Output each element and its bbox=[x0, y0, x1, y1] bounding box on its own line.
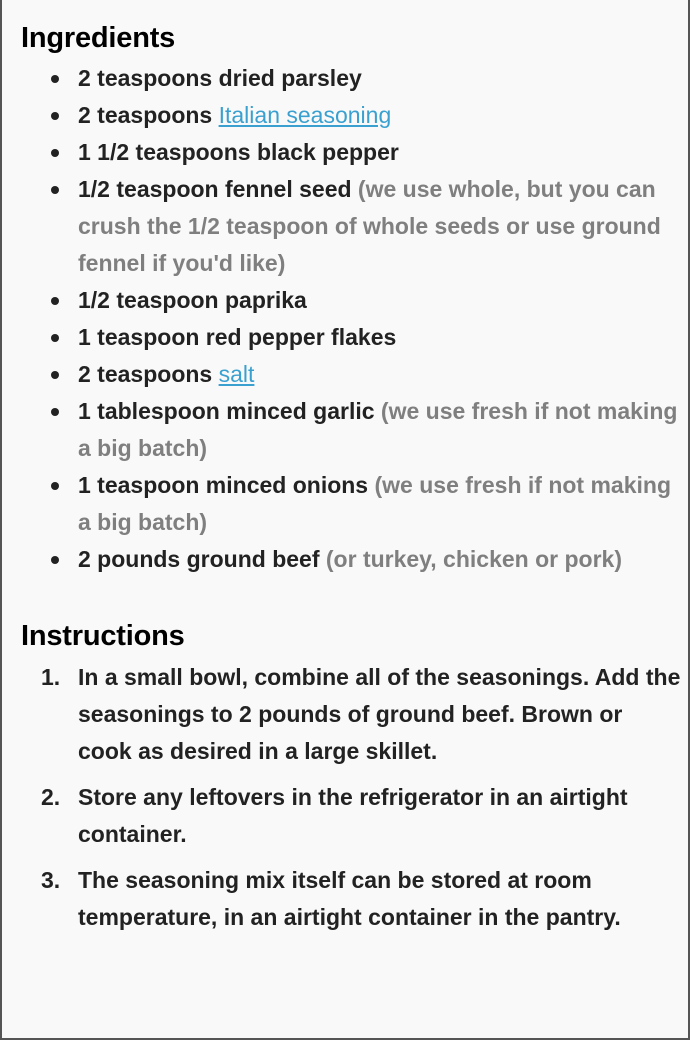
bullet-icon bbox=[51, 408, 59, 416]
instruction-step bbox=[21, 659, 681, 770]
italian-seasoning-link[interactable]: Italian seasoning bbox=[218, 102, 392, 128]
step-number: 1. bbox=[41, 664, 61, 690]
bullet-icon bbox=[51, 556, 59, 564]
section-spacer bbox=[21, 578, 681, 618]
ingredient-item bbox=[21, 60, 681, 97]
bullet-icon bbox=[51, 149, 59, 157]
ingredients-heading: Ingredients bbox=[21, 22, 176, 54]
instructions-heading: Instructions bbox=[21, 620, 185, 652]
ingredient-item bbox=[21, 134, 681, 171]
ingredient-item bbox=[21, 97, 681, 134]
step-text: The seasoning mix itself can be stored at room temperature, in an airtight container in the pantry. bbox=[78, 867, 621, 930]
ingredient-text: 1/2 teaspoon fennel seed bbox=[78, 176, 352, 202]
recipe-content bbox=[21, 20, 681, 945]
ingredient-item bbox=[21, 541, 681, 578]
ingredient-text: 1 tablespoon minced garlic bbox=[78, 398, 375, 424]
bullet-icon bbox=[51, 186, 59, 194]
ingredient-note: (we use whole, but you can crush the 1/2 teaspoon of whole seeds or use ground fennel if you'd like) bbox=[78, 176, 661, 276]
instructions-list bbox=[21, 659, 681, 936]
bullet-icon bbox=[51, 75, 59, 83]
ingredient-item bbox=[21, 282, 681, 319]
ingredient-text: 1 teaspoon minced onions bbox=[78, 472, 369, 498]
ingredients-list bbox=[21, 60, 681, 578]
ingredient-note: (we use fresh if not making a big batch) bbox=[78, 398, 678, 461]
step-text: In a small bowl, combine all of the seasonings. Add the seasonings to 2 pounds of ground beef. Brown or cook as desired in a large skillet. bbox=[78, 664, 681, 764]
ingredient-note: (we use fresh if not making a big batch) bbox=[78, 472, 671, 535]
ingredient-text: 1 1/2 teaspoons black pepper bbox=[78, 139, 399, 165]
bullet-icon bbox=[51, 371, 59, 379]
ingredient-note: (or turkey, chicken or pork) bbox=[319, 546, 622, 572]
step-text: Store any leftovers in the refrigerator in an airtight container. bbox=[78, 784, 628, 847]
step-number: 2. bbox=[41, 784, 61, 810]
ingredient-text: 2 teaspoons dried parsley bbox=[78, 65, 362, 91]
bullet-icon bbox=[51, 297, 59, 305]
ingredient-text: 1/2 teaspoon paprika bbox=[78, 287, 307, 313]
ingredient-item bbox=[21, 393, 681, 467]
instruction-step bbox=[21, 779, 681, 853]
step-number: 3. bbox=[41, 867, 61, 893]
ingredient-item bbox=[21, 356, 681, 393]
salt-link[interactable]: salt bbox=[218, 361, 255, 387]
ingredient-text: 2 teaspoons bbox=[78, 361, 219, 387]
bullet-icon bbox=[51, 112, 59, 120]
ingredient-text: 2 teaspoons bbox=[78, 102, 219, 128]
instruction-step bbox=[21, 862, 681, 936]
ingredient-text: 2 pounds ground beef bbox=[78, 546, 320, 572]
ingredient-item bbox=[21, 171, 681, 282]
bullet-icon bbox=[51, 334, 59, 342]
bullet-icon bbox=[51, 482, 59, 490]
ingredient-item bbox=[21, 467, 681, 541]
ingredient-text: 1 teaspoon red pepper flakes bbox=[78, 324, 397, 350]
ingredient-item bbox=[21, 319, 681, 356]
